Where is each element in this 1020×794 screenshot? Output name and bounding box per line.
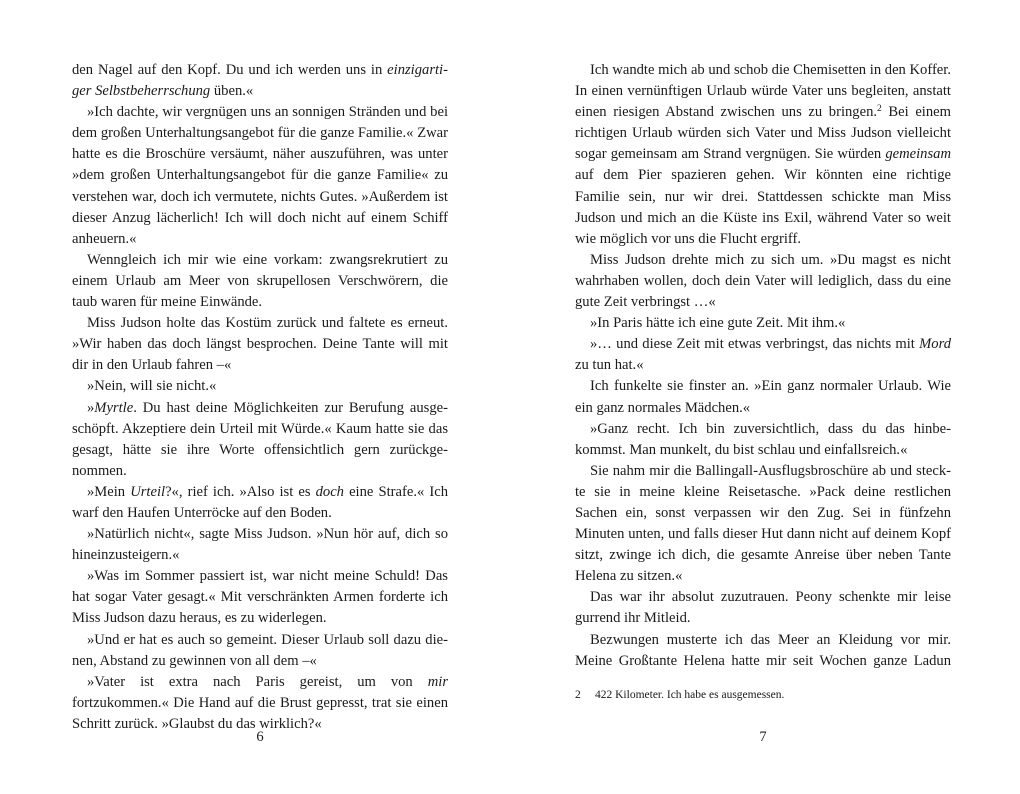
text-segment: »Was im Sommer passiert ist, war nicht meine Schuld! Das hat sogar Vater gesagt.« Mit verschränkten Armen forderte ich Miss Judson dazu heraus, es zu widerlegen. (72, 568, 448, 627)
paragraph (575, 587, 951, 629)
text-segment: eine Strafe.« Ich warf den Haufen Unterröcke auf den Boden. (72, 483, 448, 521)
text-segment: »Ganz recht. Ich bin zuversichtlich, dass du das hinbekommst. Man munkelt, du bist schlau und einfallsreich.« (575, 420, 951, 458)
paragraph (575, 250, 951, 313)
footnote (575, 688, 951, 703)
footnote-number: 2 (575, 689, 581, 701)
text-segment: Wenngleich ich mir wie eine vorkam: zwangsrekrutiert zu einem Urlaub am Meer von skrupellosen Verschwörern, die taub waren für meine Einwände. (72, 251, 448, 311)
text-segment: Das war ihr absolut zuzutrauen. Peony schenkte mir leise gurrend ihr Mitleid. (575, 589, 951, 627)
text-segment: Bezwungen musterte ich das Meer an Kleidung vor mir. Meine Großtante Helena hatte mir seit Wochen ganze Ladun (575, 631, 951, 669)
text-segment: »Ich dachte, wir vergnügen uns an sonnigen Stränden und bei dem großen Unterhaltungsangebot für die ganze Familie.« Zwar hatte es die Broschüre versäumt, näher auszuführen, was unter »dem großen Unterhaltungsangebot für die ganze Familie« zu verstehen war, doch ich vermutete, nichts Gutes. »Außerdem ist dieser Anzug lächerlich! Ich will doch nicht auf einem Schiff anheuern.« (72, 104, 448, 247)
paragraph (72, 313, 448, 376)
page-number-right: 7 (759, 729, 767, 745)
paragraph (72, 376, 448, 397)
text-segment: auf dem Pier spazieren gehen. Wir könnten eine richtige Familie sein, nur wir drei. Stattdessen schickte man Miss Judson und mich an die Küste ins Exil, während Vater so weit wie möglich vor uns die Flucht ergriff. (575, 167, 951, 247)
paragraph (72, 250, 448, 313)
footnote-text: 422 Kilometer. Ich habe es ausgemessen. (595, 689, 785, 701)
left-page (72, 60, 448, 735)
emphasis-text: mir (427, 673, 448, 690)
paragraph (72, 102, 448, 250)
paragraph (575, 376, 951, 418)
emphasis-text: einzigartiger Selbstbeherrschung (72, 62, 448, 100)
paragraph (72, 60, 448, 102)
text-segment: ?«, rief ich. »Also ist es (165, 483, 316, 500)
paragraph (575, 461, 951, 588)
text-segment: Ich wandte mich ab und schob die Chemisetten in den Koffer. In einen vernünftigen Urlaub würde Vater uns begleiten, anstatt einen riesigen Abstand zwischen uns zu bringen. (575, 62, 951, 121)
text-segment: »Mein (87, 483, 131, 500)
text-segment: Ich funkelte sie finster an. »Ein ganz normaler Urlaub. Wie ein ganz normales Mädchen.« (575, 378, 951, 416)
right-page (575, 60, 951, 672)
emphasis-text: Mord (919, 336, 951, 353)
text-segment: zu tun hat.« (575, 357, 644, 374)
paragraph (72, 566, 448, 629)
text-segment: . Du hast deine Möglichkeiten zur Berufung ausgeschöpft. Akzeptiere dein Urteil mit Würde.« Kaum hatte sie das gesagt, hätte sie ihre Worte offensichtlich gern zurückgenommen. (72, 399, 448, 479)
paragraph (575, 630, 951, 672)
emphasis-text: Myrtle (94, 399, 134, 416)
paragraph (575, 313, 951, 334)
emphasis-text: gemeinsam (885, 146, 951, 163)
paragraph (72, 482, 448, 524)
footnote-reference: 2 (877, 104, 882, 115)
text-segment: Sie nahm mir die Ballingall-Ausflugsbroschüre ab und steckte sie in meine kleine Reisetasche. »Pack deine restlichen Sachen ein, sonst verpassen wir den Zug. Sei in fünfzehn Minuten unten, und falls dieser Hut dann nicht auf deinem Kopf sitzt, zwinge ich dich, die gesamte Anreise über neben Tante Helena zu sitzen.« (575, 462, 951, 585)
text-segment: »Und er hat es auch so gemeint. Dieser Urlaub soll dazu dienen, Abstand zu gewinnen von all dem –« (72, 631, 448, 669)
emphasis-text: doch (315, 483, 344, 500)
text-segment: »In Paris hätte ich eine gute Zeit. Mit ihm.« (590, 315, 846, 332)
text-segment: » (87, 399, 95, 416)
paragraph (575, 419, 951, 461)
paragraph (72, 398, 448, 482)
text-segment: »Vater ist extra nach Paris gereist, um von (87, 673, 428, 690)
text-segment: üben.« (210, 83, 254, 100)
text-segment: fortzukommen.« Die Hand auf die Brust gepresst, trat sie einen Schritt zurück. »Glaubst du das wirklich?« (72, 694, 448, 732)
paragraph (575, 60, 951, 250)
emphasis-text: Urteil (130, 483, 166, 500)
text-segment: Miss Judson holte das Kostüm zurück und faltete es erneut. »Wir haben das doch längst besprochen. Deine Tante will mit dir in den Urlaub fahren –« (72, 315, 448, 374)
text-segment: den Nagel auf den Kopf. Du und ich werden uns in (72, 62, 388, 78)
paragraph (72, 672, 448, 735)
paragraph (575, 334, 951, 376)
text-segment: »Natürlich nicht«, sagte Miss Judson. »Nun hör auf, dich so hineinzusteigern.« (72, 526, 448, 564)
paragraph (72, 630, 448, 672)
page-number-left: 6 (256, 729, 264, 745)
text-segment: Bei einem richtigen Urlaub würden sich Vater und Miss Judson vielleicht sogar gemeinsam am Strand vergnügen. Sie würden (575, 104, 951, 163)
text-segment: »Nein, will sie nicht.« (87, 378, 217, 395)
text-segment: Miss Judson drehte mich zu sich um. »Du magst es nicht wahrhaben wollen, doch dein Vater will lediglich, dass du eine gute Zeit verbringst …« (575, 251, 951, 311)
text-segment: »… und diese Zeit mit etwas verbringst, das nichts mit (590, 336, 920, 353)
paragraph (72, 524, 448, 566)
